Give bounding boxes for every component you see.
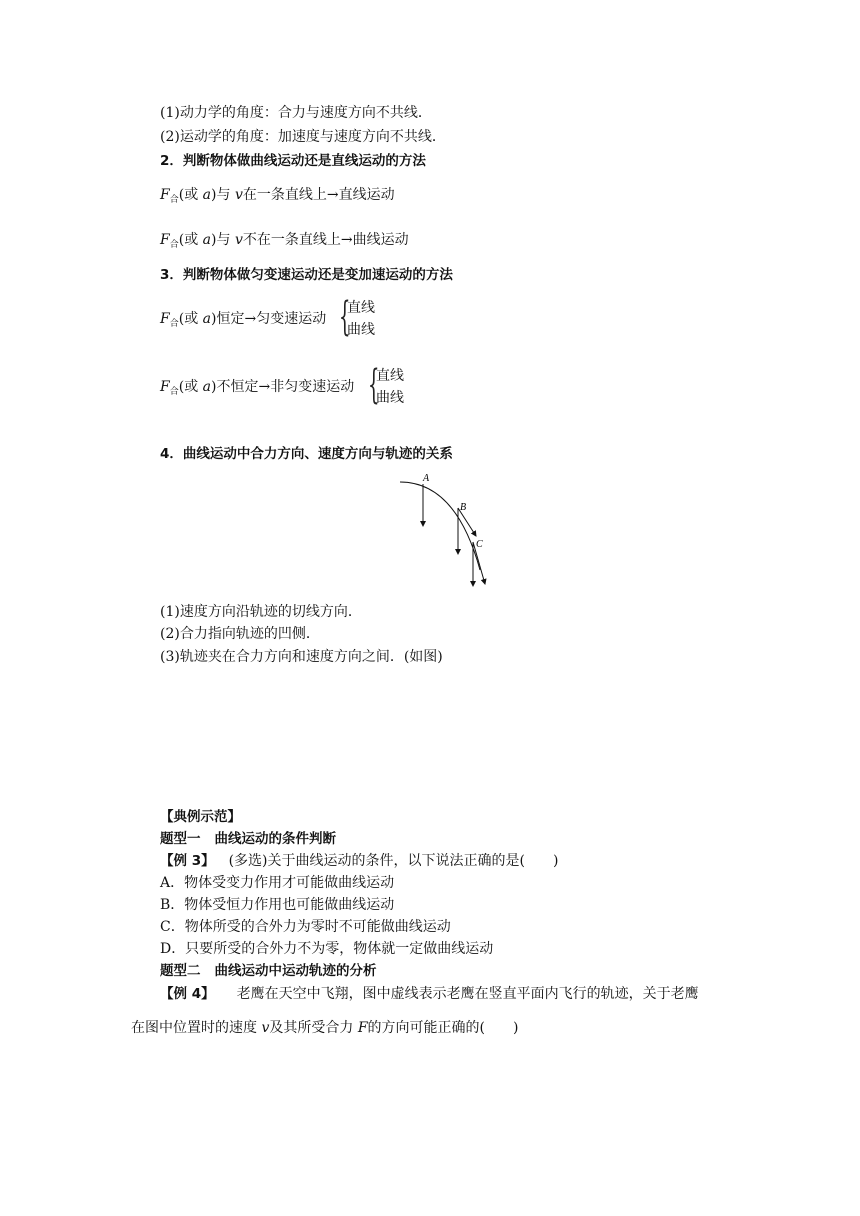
example-3-option-c: C．物体所受的合外力为零时不可能做曲线运动 (160, 919, 451, 935)
example-3-option-d: D．只要所受的合外力不为零，物体就一定做曲线运动 (160, 941, 494, 957)
question-type-2: 题型二 曲线运动中运动轨迹的分析 (160, 963, 377, 979)
section-2-heading: 2．判断物体做曲线运动还是直线运动的方法 (160, 153, 426, 169)
section-4-heading: 4．曲线运动中合力方向、速度方向与轨迹的关系 (160, 446, 453, 462)
point-b-label: B (460, 502, 467, 513)
option-curve: 曲线 (376, 390, 404, 406)
trajectory-figure (396, 468, 496, 590)
point-a-label: A (423, 473, 430, 484)
condition-dynamics: (1)动力学的角度：合力与速度方向不共线． (160, 105, 432, 121)
section-3-heading: 3．判断物体做匀变速运动还是变加速运动的方法 (160, 267, 453, 283)
velocity-symbol: v (234, 187, 243, 203)
acceleration-symbol: a (202, 187, 212, 203)
question-type-1: 题型一 曲线运动的条件判断 (160, 831, 336, 847)
force-symbol: F (357, 1020, 368, 1036)
example-3-option-a: A．物体受变力作用才可能做曲线运动 (160, 875, 395, 891)
relation-item-3: (3)轨迹夹在合力方向和速度方向之间．(如图) (160, 649, 443, 665)
net-subscript: 合 (169, 195, 179, 205)
example-4-tag: 【例 4】 (160, 986, 215, 1002)
brace-1: { (339, 294, 351, 340)
velocity-symbol: v (261, 1020, 270, 1036)
brace-2: { (368, 362, 380, 408)
examples-heading: 【典例示范】 (160, 809, 241, 825)
acceleration-symbol: a (202, 232, 212, 248)
option-straight: 直线 (347, 300, 375, 316)
relation-item-2: (2)合力指向轨迹的凹侧． (160, 626, 320, 642)
options-stack-2 (376, 365, 404, 409)
example-4-stem-continued: 在图中位置时的速度 v及其所受合力 F的方向可能正确的( ) (131, 1020, 519, 1036)
curve-rule: $F_合$(或 a)与 v不在一条直线上→曲线运动 (160, 232, 409, 250)
option-straight: 直线 (376, 368, 404, 384)
non-uniform-variable-rule: $F_合$(或 a)不恒定→非匀变速运动 (160, 379, 355, 397)
condition-kinematics: (2)运动学的角度：加速度与速度方向不共线． (160, 129, 446, 145)
option-curve: 曲线 (347, 322, 375, 338)
trajectory-curve (400, 482, 480, 570)
relation-item-1: (1)速度方向沿轨迹的切线方向． (160, 604, 362, 620)
example-3-option-b: B．物体受恒力作用也可能做曲线运动 (160, 897, 395, 913)
force-symbol: F (160, 232, 170, 248)
uniform-variable-rule: $F_合$(或 a)恒定→匀变速运动 (160, 311, 327, 329)
example-3-stem: 【例 3】 (多选)关于曲线运动的条件，以下说法正确的是( ) (160, 853, 559, 869)
force-symbol: F (160, 187, 170, 203)
net-subscript: 合 (169, 240, 179, 250)
velocity-symbol: v (234, 232, 243, 248)
example-3-tag: 【例 3】 (160, 853, 215, 869)
options-stack-1 (347, 297, 375, 341)
example-4-stem: 【例 4】 老鹰在天空中飞翔，图中虚线表示老鹰在竖直平面内飞行的轨迹，关于老鹰 (160, 986, 699, 1002)
point-c-label: C (476, 539, 483, 550)
straight-line-rule: $F_合$(或 a)与 v在一条直线上→直线运动 (160, 187, 395, 205)
